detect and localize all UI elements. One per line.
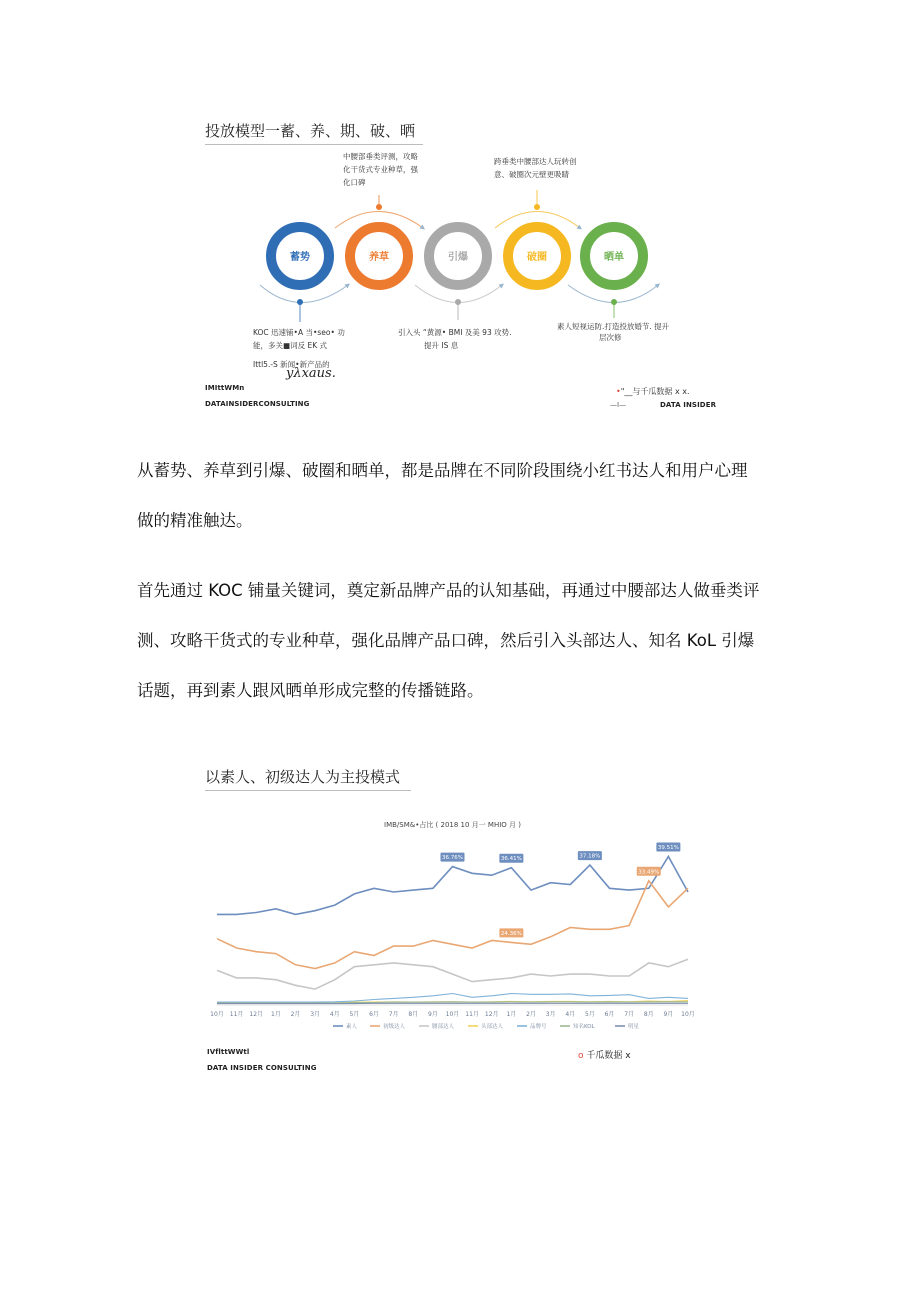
note-line: Ittl5.-S 新闻•新产品的	[253, 360, 330, 369]
x-tick-label: 7月	[388, 1011, 399, 1018]
figure1-brand-right-1	[616, 386, 690, 397]
figure1-script-text: yλxaus.	[286, 366, 336, 381]
x-tick-label: 6月	[369, 1011, 379, 1018]
figure2-brand-right	[578, 1048, 631, 1061]
stage-ring-4	[508, 227, 566, 285]
paragraph-line: 从蓄势、养草到引爆、破圈和晒单，都是品牌在不同阶段围绕小红书达人和用户心理	[137, 461, 748, 480]
figure1-brand-left-1: IMIttWMn	[205, 384, 245, 392]
x-tick-label: 5月	[349, 1011, 360, 1018]
figure1-title: 投放模型一蓄、养、期、破、晒	[205, 122, 416, 140]
stage-ring-2	[350, 227, 408, 285]
x-tick-label: 9月	[427, 1011, 438, 1018]
brand-right-text: "__与千瓜数据 x x.	[620, 387, 690, 396]
x-tick-label: 4月	[565, 1011, 576, 1018]
paragraph-2	[137, 566, 797, 716]
brand-right-text: 千瓜数据 x	[586, 1051, 631, 1061]
x-tick-label: 8月	[408, 1011, 419, 1018]
data-label: 39.51%	[657, 845, 679, 852]
legend-label: 品牌号	[530, 1024, 547, 1030]
note-line: KOC 迅速铺•A 当•seo• 功	[253, 328, 345, 337]
x-tick-label: 10月	[445, 1011, 460, 1018]
legend-label: 知名KOL	[573, 1024, 595, 1030]
figure2-brand-left-1: IVflttWWtl	[207, 1048, 250, 1056]
x-tick-label: 1月	[270, 1011, 281, 1018]
series-line-5	[217, 994, 688, 1003]
figure1-top-note-1	[343, 150, 463, 189]
x-tick-label: 3月	[545, 1011, 556, 1018]
chart-title: IMB/SM&•占比 ( 2018 10 月一 MHIO 月 )	[384, 821, 521, 829]
stage-label: 养草	[369, 252, 389, 263]
series-line-2	[217, 881, 688, 969]
paragraph-line: 做的精准触达。	[137, 511, 253, 530]
data-label: 36.41%	[500, 856, 522, 863]
note-line: 意、破圈次元壁更吸睛	[494, 170, 569, 179]
stage-ring-5	[585, 227, 643, 285]
figure2-brand-left-2: DATA INSIDER CONSULTING	[207, 1064, 317, 1072]
figure1-brand-right-2: —I—	[610, 401, 627, 409]
note-line: 跨垂类中腰部达人玩转创	[494, 157, 577, 166]
x-tick-label: 5月	[584, 1011, 595, 1018]
stage-label: 破圈	[527, 252, 547, 263]
x-tick-label: 11月	[229, 1011, 244, 1018]
x-tick-label: 3月	[310, 1011, 321, 1018]
note-line: 化干货式专业种草，强	[343, 165, 418, 174]
x-tick-label: 10月	[681, 1011, 695, 1018]
legend-label: 初级达人	[383, 1024, 406, 1030]
x-tick-label: 12月	[484, 1011, 499, 1018]
x-tick-label: 1月	[506, 1011, 517, 1018]
stage-rings-diagram	[240, 190, 680, 330]
x-tick-label: 6月	[604, 1011, 615, 1018]
x-tick-label: 10月	[210, 1011, 224, 1018]
note-line: 中腰部垂类评测，攻略	[343, 152, 418, 161]
legend-label: 明星	[628, 1024, 640, 1030]
note-line: 层次修	[599, 333, 622, 342]
stage-label: 引爆	[448, 252, 468, 263]
data-label: 24.36%	[500, 930, 522, 937]
note-line: 提升 IS 息	[424, 341, 459, 350]
series-line-3	[217, 959, 688, 989]
x-tick-label: 8月	[643, 1011, 654, 1018]
stage-label: 蓄势	[290, 252, 310, 263]
brand-quote-mark: •	[616, 387, 621, 396]
legend-label: 头部达人	[481, 1024, 504, 1030]
line-chart-svg	[205, 814, 700, 1039]
paragraph-1	[137, 446, 797, 546]
figure2-title-underline	[205, 790, 411, 791]
stage-label: 晒单	[604, 252, 624, 263]
x-tick-label: 7月	[624, 1011, 635, 1018]
x-tick-label: 2月	[290, 1011, 301, 1018]
data-label: 37.18%	[579, 853, 601, 860]
paragraph-line: 首先通过 KOC 铺量关键词，奠定新品牌产品的认知基础，再通过中腰部达人做垂类评	[137, 581, 760, 600]
figure1-brand-left-2: DATAINSIDERCONSULTING	[205, 400, 310, 408]
line-chart	[205, 814, 700, 1039]
paragraph-line: 话题，再到素人跟风晒单形成完整的传播链路。	[137, 681, 484, 700]
stage-ring-3	[429, 227, 487, 285]
paragraph-line: 测、攻略干货式的专业种草，强化品牌产品口碑，然后引入头部达人、知名 KoL 引爆	[137, 631, 755, 650]
data-label: 36.76%	[442, 855, 463, 862]
figure1-title-underline	[205, 144, 423, 145]
x-tick-label: 9月	[663, 1011, 674, 1018]
x-tick-label: 11月	[465, 1011, 479, 1018]
note-line: 能，多关■词反 EK 式	[253, 341, 328, 350]
x-tick-label: 2月	[526, 1011, 536, 1018]
legend-label: 素人	[346, 1024, 358, 1030]
legend-label: 腰部达人	[432, 1024, 455, 1030]
figure1-bottom-note-3	[557, 320, 687, 342]
brand-right-mark: o	[578, 1051, 584, 1061]
stage-ring-1	[271, 227, 329, 285]
data-label: 33.49%	[638, 869, 660, 876]
note-line: 引入头 “黄源• BMI 及美 93 攻势.	[398, 328, 512, 337]
note-line: 化口碑	[343, 178, 366, 187]
x-tick-label: 12月	[249, 1011, 264, 1018]
x-tick-label: 4月	[329, 1011, 340, 1018]
note-line: 素人短视运防.打造投放婚节. 提升	[557, 322, 670, 331]
figure1-top-note-2	[494, 155, 624, 181]
series-line-1	[217, 857, 688, 915]
figure2-title: 以素人、初级达人为主投模式	[205, 768, 401, 786]
figure1-brand-right-3: DATA INSIDER	[660, 401, 717, 409]
figure1-bottom-note-1	[253, 326, 373, 371]
figure1-bottom-note-2	[398, 326, 538, 352]
